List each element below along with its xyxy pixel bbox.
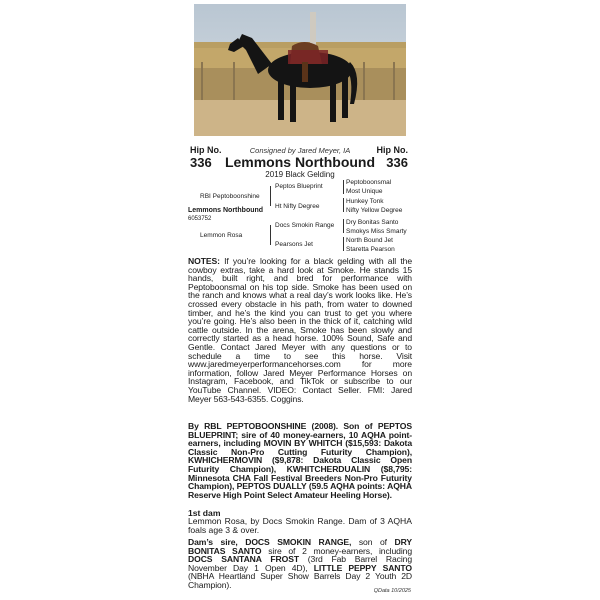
- pedigree-sire-dam: Ht Nifty Degree: [275, 203, 320, 210]
- horse-photo: [194, 4, 406, 136]
- notes-paragraph: [188, 257, 412, 403]
- pedigree-bracket: [270, 225, 271, 245]
- pedigree-g3-6: Smokys Miss Smarty: [346, 228, 407, 235]
- pedigree-dam-dam: Pearsons Jet: [275, 241, 313, 248]
- hip-number-left: 336: [190, 155, 212, 170]
- horse-photo-image: [194, 4, 406, 136]
- horse-name: Lemmons Northbound: [224, 154, 376, 170]
- pedigree-sire-sire: Peptos Blueprint: [275, 183, 323, 190]
- pedigree-dam: Lemmon Rosa: [200, 232, 243, 239]
- dams-sire-paragraph: [188, 538, 412, 590]
- pedigree-bracket: [270, 186, 271, 206]
- pedigree-sire: RBI Peptoboonshine: [200, 193, 260, 200]
- pedigree-g3-2: Most Unique: [346, 188, 383, 195]
- pedigree-g3-3: Hunkey Tonk: [346, 198, 384, 205]
- hip-label-right: Hip No.: [376, 145, 408, 155]
- dams-sire-text: son of: [351, 537, 395, 547]
- notes-lead: NOTES:: [188, 256, 220, 266]
- notes-text: If you’re looking for a black gelding with all the cowboy extras, take a hard look at Smoke. He stands 15 hands, built right, and bred for performance with Peptoboonsmal on his top side. Smoke has been used on the ranch and knows what a real day’s work looks like. He’s crossed every obstacle in his path, from water to downed timber, and he’s the kind you can trust to get you where you’re going. He’s also been in the thick of it, catching wild cattle outside. In the arena, Smoke has been slowly and correctly started as a head horse. 100% Sound, Safe and Gentle. Contact Jared Meyer with any questions or to schedule a time to see this horse. Visit www.jaredmeyerperformancehorses.com for more information, follow Jared Meyer Performance Horses on Instagram, Facebook, and TikTok or subscribe to our YouTube Channel. VIDEO: Contact Seller. FMI: Jared Meyer 563-543-6355. Coggins.: [188, 256, 412, 404]
- pedigree-registration: 6053752: [188, 216, 212, 222]
- hip-number-right: 336: [386, 155, 408, 170]
- dams-sire-name: DOCS SANTANA FROST: [188, 554, 299, 565]
- dams-sire-name: LITTLE PEPPY SANTO: [313, 562, 412, 573]
- pedigree-g3-7: North Bound Jet: [346, 237, 393, 244]
- dams-sire-text: (3rd Fab Barrel Racing November Day 1 Open 4D),: [188, 554, 412, 573]
- pedigree-bracket: [343, 180, 344, 194]
- data-footer: QData 10/2025: [373, 588, 411, 594]
- dams-sire-name: DRY BONITAS SANTO: [188, 537, 412, 556]
- first-dam-text: Lemmon Rosa, by Docs Smokin Range. Dam of 3 AQHA foals age 3 & over.: [188, 516, 412, 535]
- pedigree-g3-8: Staretta Pearson: [346, 246, 395, 253]
- consignor-line: Consigned by Jared Meyer, IA: [249, 146, 351, 155]
- pedigree-bracket: [343, 237, 344, 251]
- dams-sire-text: sire of 2 money-earners, including: [261, 545, 412, 556]
- pedigree-bracket: [343, 198, 344, 212]
- horse-description: 2019 Black Gelding: [265, 170, 335, 179]
- pedigree-bracket: [343, 219, 344, 233]
- sire-paragraph: By RBL PEPTOBOONSHINE (2008). Son of PEPTOS BLUEPRINT; sire of 40 money-earners, 10 AQHA point-earners, including MOVIN BY WHITCH ($15,593: Dakota Classic Non-Pro Cutting Futurity Champion), KWHICHERMOVIN ($9,878: Dakota Classic Open Futurity Champion), KWHITCHERDUALIN ($8,795: Minnesota CHA Fall Festival Breeders Non-Pro Futurity Champion), PEPTOS DUALLY (59.5 AQHA points: AQHA Reserve High Point Select Amateur Heeling Horse).: [188, 421, 412, 500]
- pedigree-g3-5: Dry Bonitas Santo: [346, 219, 399, 226]
- pedigree-subject: Lemmons Northbound: [188, 207, 264, 214]
- first-dam-heading: 1st dam: [188, 508, 221, 518]
- pedigree-g3-4: Nifty Yellow Degree: [346, 207, 403, 214]
- dams-sire-lead: Dam’s sire, DOCS SMOKIN RANGE,: [188, 537, 352, 547]
- pedigree-dam-sire: Docs Smokin Range: [275, 222, 335, 229]
- dams-sire-text: (NBHA Heartland Super Show Barrels Day 2 Youth 2D Champion).: [188, 571, 412, 590]
- pedigree-g3-1: Peptoboonsmal: [346, 179, 392, 186]
- hip-label-left: Hip No.: [190, 145, 222, 155]
